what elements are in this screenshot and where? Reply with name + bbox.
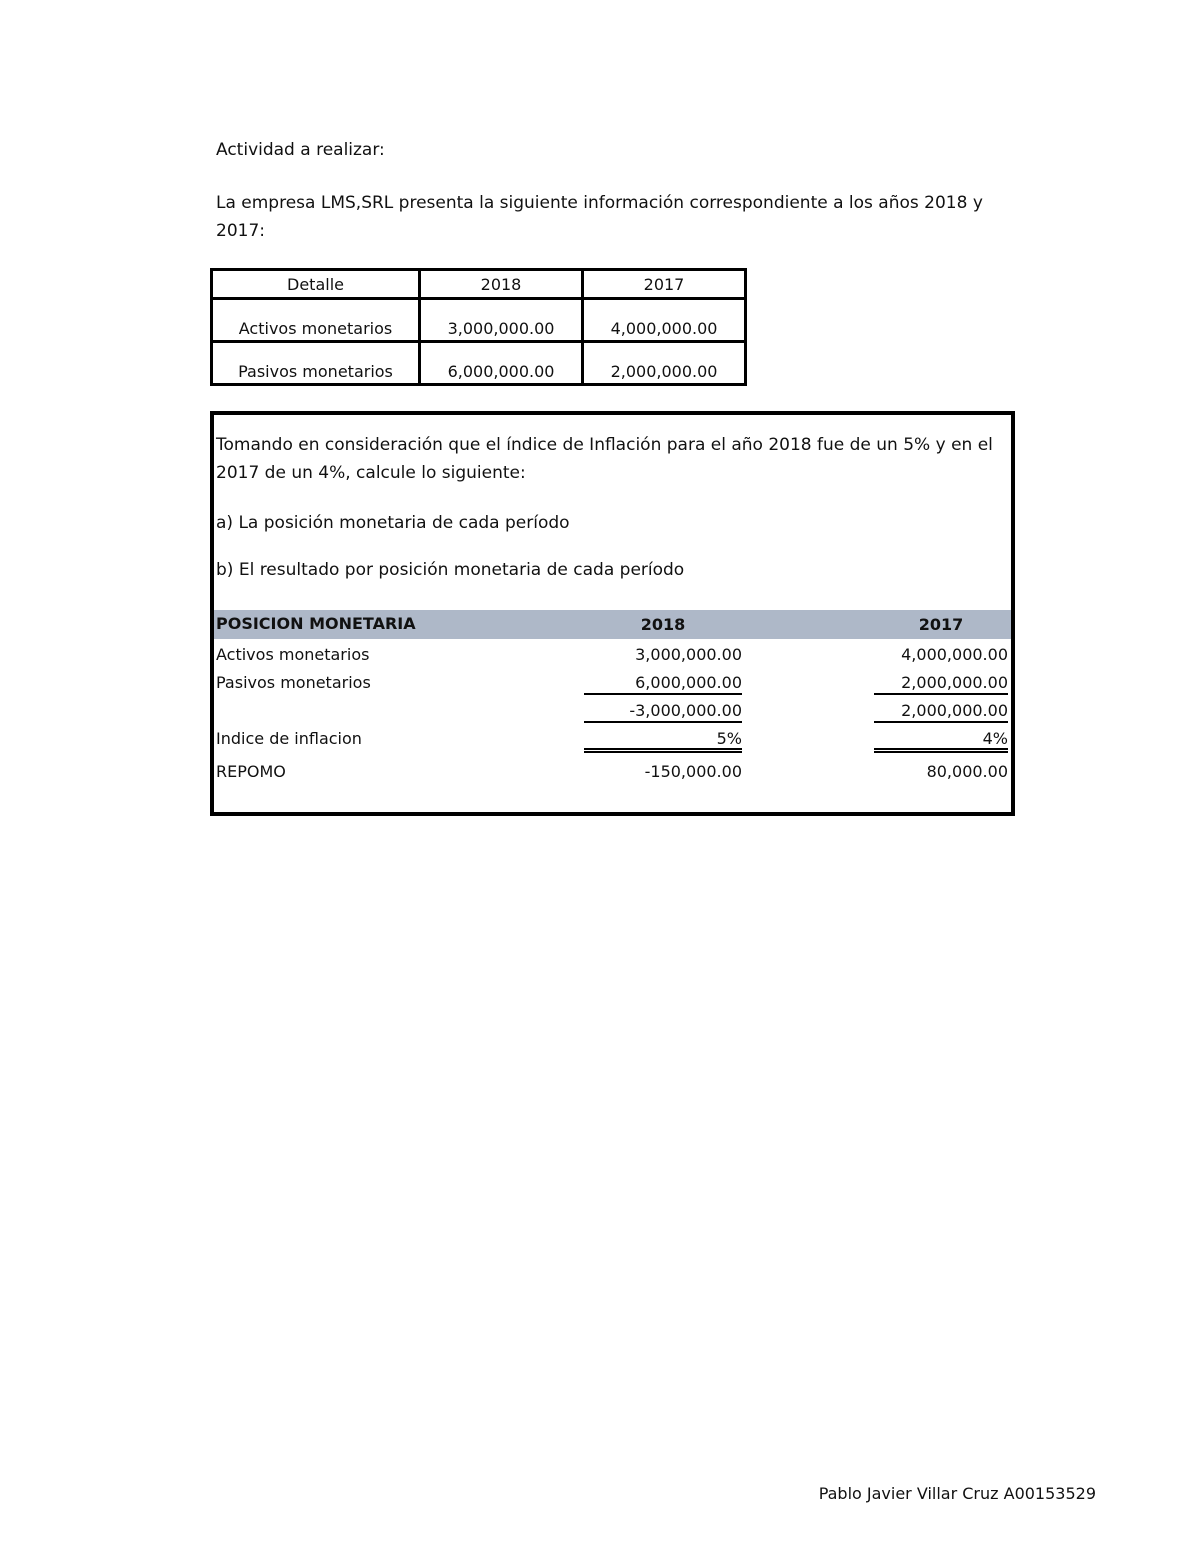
table-row-net-position bbox=[214, 697, 1011, 725]
header-2018: 2018 bbox=[420, 270, 583, 299]
cell-2018: 3,000,000.00 bbox=[420, 299, 583, 342]
table-row-activos bbox=[214, 641, 1011, 669]
header-detalle: Detalle bbox=[212, 270, 420, 299]
activity-heading: Actividad a realizar: bbox=[216, 140, 385, 160]
cell-2018: -3,000,000.00 bbox=[584, 701, 742, 723]
header-2018: 2018 bbox=[640, 615, 686, 634]
table-row-pasivos bbox=[214, 669, 1011, 697]
table-row bbox=[212, 342, 746, 385]
cell-2018: 3,000,000.00 bbox=[635, 645, 742, 664]
question-text: Tomando en consideración que el índice de Inflación para el año 2018 fue de un 5% y en el 2017 de un 4%, calcule lo siguiente: bbox=[216, 435, 993, 483]
detail-table bbox=[210, 268, 747, 386]
cell-2017: 80,000.00 bbox=[926, 762, 1008, 781]
row-label: Activos monetarios bbox=[212, 299, 420, 342]
row-label: Pasivos monetarios bbox=[212, 342, 420, 385]
cell-2017: 2,000,000.00 bbox=[874, 673, 1008, 695]
row-label: REPOMO bbox=[216, 762, 286, 781]
cell-2017: 2,000,000.00 bbox=[583, 342, 746, 385]
cell-2018: 6,000,000.00 bbox=[584, 673, 742, 695]
header-2017: 2017 bbox=[583, 270, 746, 299]
position-table-header bbox=[214, 610, 1011, 639]
row-label: Indice de inflacion bbox=[216, 729, 362, 748]
detail-table-header bbox=[212, 270, 746, 299]
question-a: a) La posición monetaria de cada período bbox=[216, 513, 570, 533]
row-label: Activos monetarios bbox=[216, 645, 370, 664]
question-b: b) El resultado por posición monetaria de cada período bbox=[216, 560, 685, 580]
table-row-inflacion bbox=[214, 725, 1011, 753]
table-row bbox=[212, 299, 746, 342]
cell-2018: 6,000,000.00 bbox=[420, 342, 583, 385]
cell-2017: 2,000,000.00 bbox=[874, 701, 1008, 723]
cell-2017: 4% bbox=[874, 729, 1008, 753]
cell-2017: 4,000,000.00 bbox=[583, 299, 746, 342]
question-box bbox=[210, 411, 1015, 816]
header-posicion-monetaria: POSICION MONETARIA bbox=[216, 614, 416, 633]
table-row-repomo bbox=[214, 758, 1011, 786]
cell-2018: 5% bbox=[584, 729, 742, 753]
cell-2017: 4,000,000.00 bbox=[901, 645, 1008, 664]
intro-paragraph: La empresa LMS,SRL presenta la siguiente información correspondiente a los años 2018 y 2017: bbox=[216, 193, 983, 241]
header-2017: 2017 bbox=[918, 615, 964, 634]
cell-2018: -150,000.00 bbox=[644, 762, 742, 781]
row-label: Pasivos monetarios bbox=[216, 673, 371, 692]
author-footer: Pablo Javier Villar Cruz A00153529 bbox=[818, 1484, 1096, 1503]
